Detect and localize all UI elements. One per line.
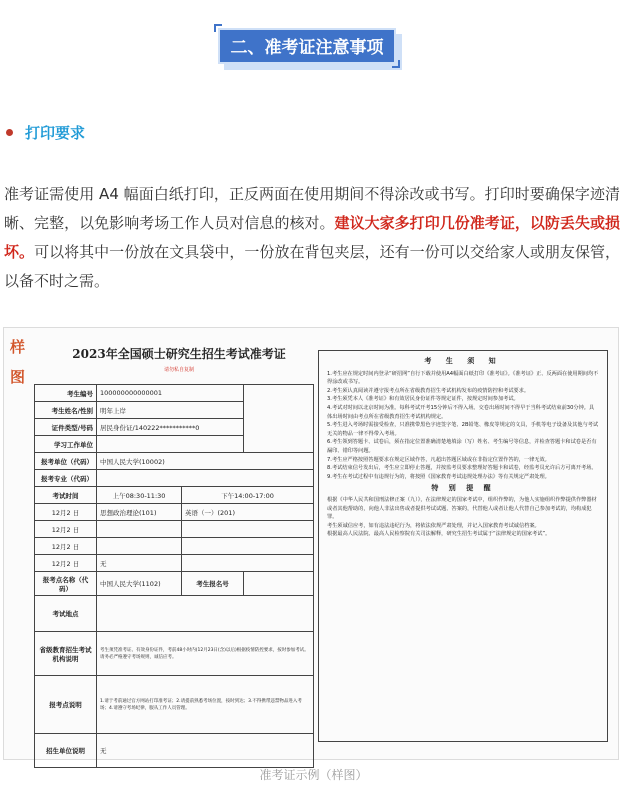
table-value [182, 521, 314, 538]
banner-corner-decoration [214, 24, 222, 32]
table-row [35, 555, 314, 572]
table-value [244, 572, 314, 596]
table-value [182, 555, 314, 572]
table-row [35, 385, 314, 402]
special-reminder-item: 考生须诚信应考，如有违法违纪行为，将依法依规严肃处理，并记入国家教育考试诚信档案。 [327, 522, 540, 529]
table-row [35, 521, 314, 538]
table-label: 学习工作单位 [35, 436, 97, 453]
image-caption: 准考证示例（样图） [259, 768, 368, 782]
notice-item: 4.考试对时间以北京时间为准。每科考试开考15分钟后不得入场。交卷出场时间不得早于当科考试结束前30分钟。具体出场时间由考点所在省级教育招生考试机构规定。 [327, 404, 595, 420]
table-value [97, 596, 314, 632]
table-date: 12月2 日 [35, 555, 97, 572]
table-label: 报考点名称（代码） [35, 572, 97, 596]
table-value [97, 470, 314, 487]
notice-item: 6.考生领到答题卡、试卷后，须在指定位置准确清楚地填涂（写）姓名、考生编号等信息，并检查答题卡和试卷是否有漏印、错印等问题。 [327, 439, 597, 454]
table-label: 证件类型/号码 [35, 419, 97, 436]
table-label: 报考点说明 [35, 676, 97, 734]
ticket-subtitle: 请勿私自复制 [163, 367, 194, 373]
table-value [97, 436, 244, 453]
table-label: 考试时间 [35, 487, 97, 504]
paragraph-part1: 准考证需使用 A4 幅面白纸打印，正反两面在使用期间不得涂改或书写。打印时要确保字迹清晰、完整，以免影响考场工作人员对信息的核对。 [4, 185, 620, 232]
table-value: 中国人民大学(1102) [97, 572, 182, 596]
table-value: 1.请于考前通过官方网站打印准考证；2.请提前熟悉考场位置，按时到达；3.不得携带违禁物品进入考场；4.请遵守考场纪律，服从工作人员管理。 [97, 676, 314, 734]
notice-item: 3.考生须凭本人《准考证》和有效居民身份证件等规定证件，按规定时间参加考试。 [327, 396, 519, 403]
table-label: 省级教育招生考试机构说明 [35, 632, 97, 676]
subheading-text: 打印要求 [25, 124, 86, 142]
paragraph-highlight: 建议大家多打印几份准考证，以防丢失或损坏。 [4, 214, 620, 261]
table-value: 100000000000001 [97, 385, 244, 402]
table-row [35, 453, 314, 470]
notice-item: 2.考生须认真阅读并遵守报考点所在省级教育招生考试机构发布的疫情防控和考试要求。 [327, 387, 530, 394]
table-row [35, 734, 314, 768]
table-row [35, 504, 314, 521]
paragraph-part2: 可以将其中一份放在文具袋中，一份放在背包夹层，还有一份可以交给家人或朋友保管，以备不时之需。 [4, 243, 620, 290]
notice-item: 8.考试结束信号发出后，考生应立即停止答题，并按监考员要求整理好答题卡和试卷，经监考员允许后方可离开考场。 [327, 465, 597, 472]
table-date: 12月2 日 [35, 538, 97, 555]
ticket-title: 2023年全国硕士研究生招生考试准考证 [72, 347, 286, 361]
table-label: 考生报名号 [182, 572, 244, 596]
table-value: 居民身份证/140222***********0 [97, 419, 244, 436]
table-value: 思想政治理论(101) [97, 504, 182, 521]
photo-area [244, 385, 314, 453]
table-date: 12月2 日 [35, 521, 97, 538]
banner-corner-decoration [392, 60, 400, 68]
table-label: 报考单位（代码） [35, 453, 97, 470]
table-value: 明年上岸 [97, 402, 244, 419]
body-paragraph [4, 180, 620, 296]
table-label: 考生姓名/性别 [35, 402, 97, 419]
sample-label: 样 [10, 338, 26, 356]
table-label: 考试地点 [35, 596, 97, 632]
table-value: 无 [97, 734, 314, 768]
sample-image [3, 327, 619, 760]
sample-label: 图 [10, 368, 26, 386]
bullet-dot-icon [6, 129, 13, 136]
table-row [35, 538, 314, 555]
table-row [35, 470, 314, 487]
table-row [35, 676, 314, 734]
table-header: 上午08:30-11:30 [97, 487, 182, 504]
subheading [6, 122, 85, 143]
table-date: 12月2 日 [35, 504, 97, 521]
table-value [97, 521, 182, 538]
notice-item: 1.考生应在规定时间内登录“研招网”自行下载并使用A4幅面白纸打印《准考证》。《准考证》正、反两面在使用期间均不得涂改或书写。 [327, 370, 599, 386]
notice-item: 9.考生在考试过程中有违规行为的，将按照《国家教育考试违规处理办法》等有关规定严肃处理。 [327, 473, 550, 480]
notice-heading: 考 生 须 知 [424, 357, 502, 365]
table-value [97, 538, 182, 555]
notice-panel [318, 350, 608, 742]
table-row [35, 632, 314, 676]
table-label: 考生编号 [35, 385, 97, 402]
table-label: 招生单位说明 [35, 734, 97, 768]
section-title: 二、准考证注意事项 [218, 28, 396, 64]
table-value [182, 538, 314, 555]
special-reminder-item: 根据最高人民法院、最高人民检察院有关司法解释，研究生招生考试属于“法律规定的国家考试”。 [327, 531, 551, 538]
admission-ticket-table [34, 384, 314, 768]
notice-item: 7.考生应严格按照答题要求在规定区域作答，凡超出答题区域或在非指定位置作答的，一律无效。 [327, 456, 550, 463]
table-value: 英语（一）(201) [182, 504, 314, 521]
table-row [35, 572, 314, 596]
table-row [35, 596, 314, 632]
table-value: 中国人民大学(10002) [97, 453, 314, 470]
table-value: 考生须凭准考证、有效身份证件，考前48小时内(12月23日(含)以后)根据疫情防控要求，按时参加考试。请务必严格遵守考场规则，诚信应考。 [97, 632, 314, 676]
special-reminder-heading: 特 别 提 醒 [431, 484, 495, 493]
notice-item: 5.考生进入考场时需接受检查，只准携带黑色字迹签字笔、2B铅笔、橡皮等规定的文具，手机等电子设备及其他与考试无关的物品一律不得带入考场。 [327, 422, 599, 437]
table-label: 报考专业（代码） [35, 470, 97, 487]
special-reminder-item: 根据《中华人民共和国刑法修正案（九）》，在法律规定的国家考试中，组织作弊的，为他人实施组织作弊提供作弊器材或者其他帮助的，向他人非法出售或者提供考试试题、答案的，代替他人或者让他人代替自己参加考试的，均构成犯罪。 [327, 496, 597, 521]
table-header: 下午14:00-17:00 [182, 487, 314, 504]
section-banner [218, 28, 402, 70]
table-row [35, 487, 314, 504]
table-value: 无 [97, 555, 182, 572]
